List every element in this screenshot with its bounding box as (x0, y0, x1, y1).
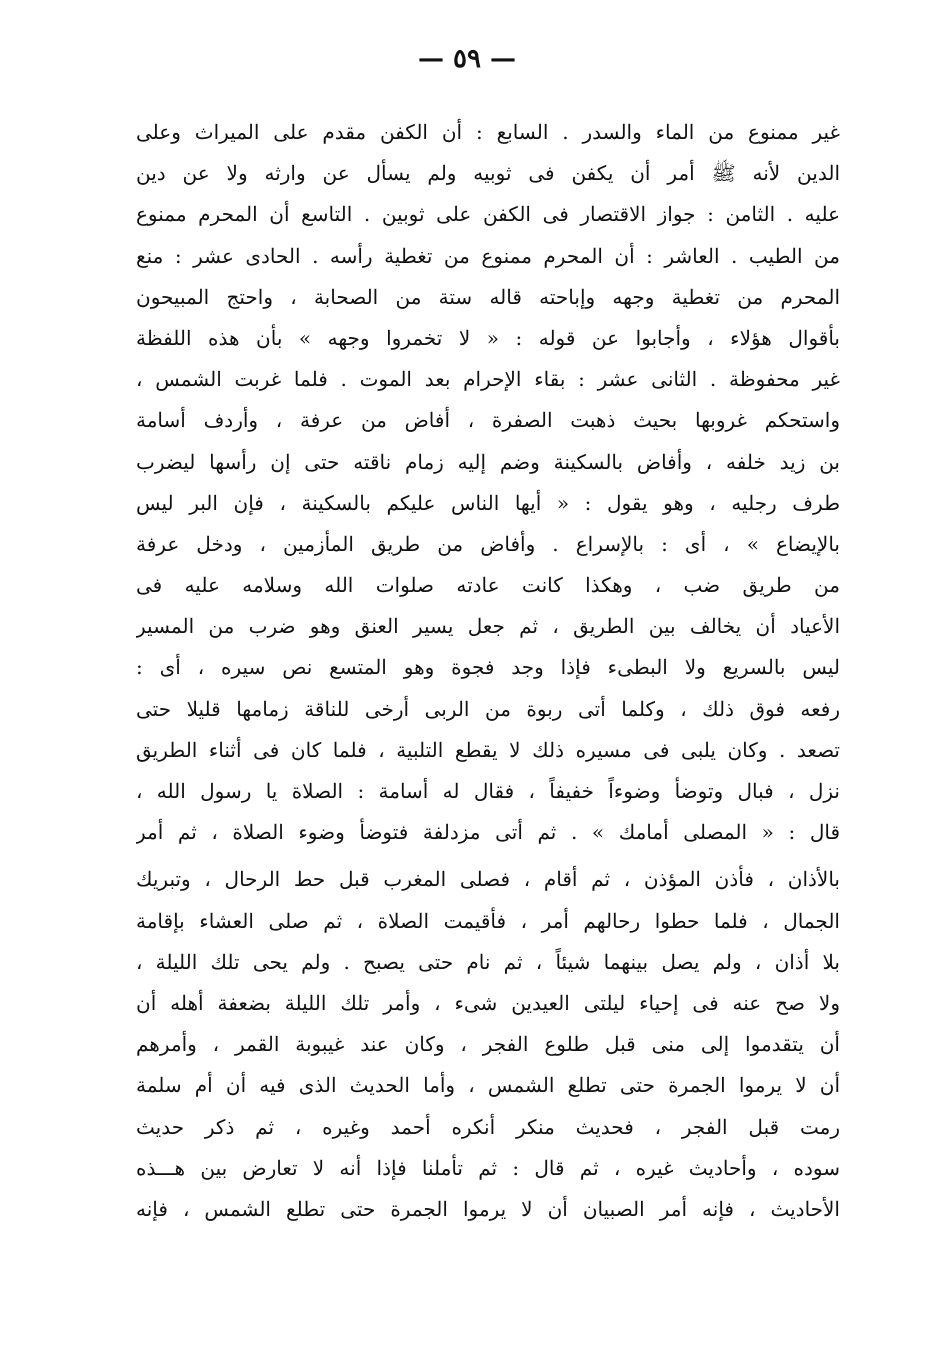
text-line: ولا صح عنه فى إحياء ليلتى العيدين شىء ، وأمر تلك الليلة بضعفة أهله أن (136, 990, 840, 1015)
text-line: بلا أذان ، ولم يصل بينهما شيئاً ، ثم نام حتى يصبح . ولم يحى تلك الليلة ، (136, 949, 840, 974)
text-line: المحرم من تغطية وجهه وإباحته قاله ستة من الصحابة ، واحتج المبيحون (136, 284, 840, 309)
text-line: طرف رجليه ، وهو يقول : « أيها الناس عليكم بالسكينة ، فإن البر ليس (136, 490, 840, 515)
text-line: غير ممنوع من الماء والسدر . السابع : أن الكفن مقدم على الميراث وعلى (136, 120, 840, 144)
text-line: من طريق ضب ، وهكذا كانت عادته صلوات الله وسلامه عليه فى (136, 573, 840, 598)
text-line: أن لا يرموا الجمرة حتى تطلع الشمس ، وأما الحديث الذى فيه أن أم سلمة (136, 1073, 840, 1098)
text-line: بأقوال هؤلاء ، وأجابوا عن قوله : « لا تخمروا وجهه » بأن هذه اللفظة (136, 325, 840, 350)
text-line: غير محفوظة . الثانى عشر : بقاء الإحرام بعد الموت . فلما غربت الشمس ، (136, 367, 840, 392)
text-line: الأحاديث ، فإنه أمر الصبيان أن لا يرموا الجمرة حتى تطلع الشمس ، فإنه (136, 1196, 840, 1221)
text-line: الجمال ، فلما حطوا رحالهم أمر ، فأقيمت الصلاة ، ثم صلى العشاء بإقامة (136, 908, 840, 933)
text-line: أن يتقدموا إلى منى قبل طلوع الفجر ، وكان عند غيبوبة القمر ، وأمرهم (136, 1032, 840, 1057)
text-line: عليه . الثامن : جواز الاقتصار فى الكفن على ثوبين . التاسع أن المحرم ممنوع (136, 202, 840, 227)
text-line: بالأذان ، فأذن المؤذن ، ثم أقام ، فصلى المغرب قبل حط الرحال ، وتبريك (136, 867, 840, 892)
text-line: رمت قبل الفجر ، فحديث منكر أنكره أحمد وغيره ، ثم ذكر حديث (136, 1114, 840, 1139)
body-text (136, 112, 840, 1230)
text-line: نزل ، فبال وتوضأ وضوءاً خفيفاً ، فقال له أسامة : الصلاة يا رسول الله ، (136, 779, 840, 803)
text-line: قال : « المصلى أمامك » . ثم أتى مزدلفة فتوضأ وضوء الصلاة ، ثم أمر (136, 820, 840, 845)
text-line: واستحكم غروبها بحيث ذهبت الصفرة ، أفاض من عرفة ، وأردف أسامة (136, 408, 840, 433)
text-line: بالإيضاع » ، أى : بالإسراع . وأفاض من طريق المأزمين ، ودخل عرفة (136, 531, 840, 556)
text-line: رفعه فوق ذلك ، وكلما أتى ربوة من الربى أرخى للناقة زمامها قليلا حتى (136, 696, 840, 721)
text-line: الدين لأنه ﷺ أمر أن يكفن فى ثوبيه ولم يسأل عن وارثه ولا عن دين (136, 161, 840, 186)
text-line: من الطيب . العاشر : أن المحرم ممنوع من تغطية رأسه . الحادى عشر : منع (136, 243, 840, 268)
text-line: بن زيد خلفه ، وأفاض بالسكينة وضم إليه زمام ناقته حتى إن رأسها ليضرب (136, 449, 840, 474)
text-line: الأعياد أن يخالف بين الطريق ، ثم جعل يسير العنق وهو ضرب من المسير (136, 614, 840, 639)
text-line: سوده ، وأحاديث غيره ، ثم قال : ثم تأملنا فإذا أنه لا تعارض بين هـــذه (136, 1155, 840, 1180)
text-line: ليس بالسريع ولا البطىء فإذا وجد فجوة وهو المتسع نص سيره ، أى : (136, 655, 840, 680)
page-number: — ٥٩ — (417, 44, 517, 74)
text-line: تصعد . وكان يلبى فى مسيره ذلك لا يقطع التلبية ، فلما كان فى أثناء الطريق (136, 737, 840, 762)
